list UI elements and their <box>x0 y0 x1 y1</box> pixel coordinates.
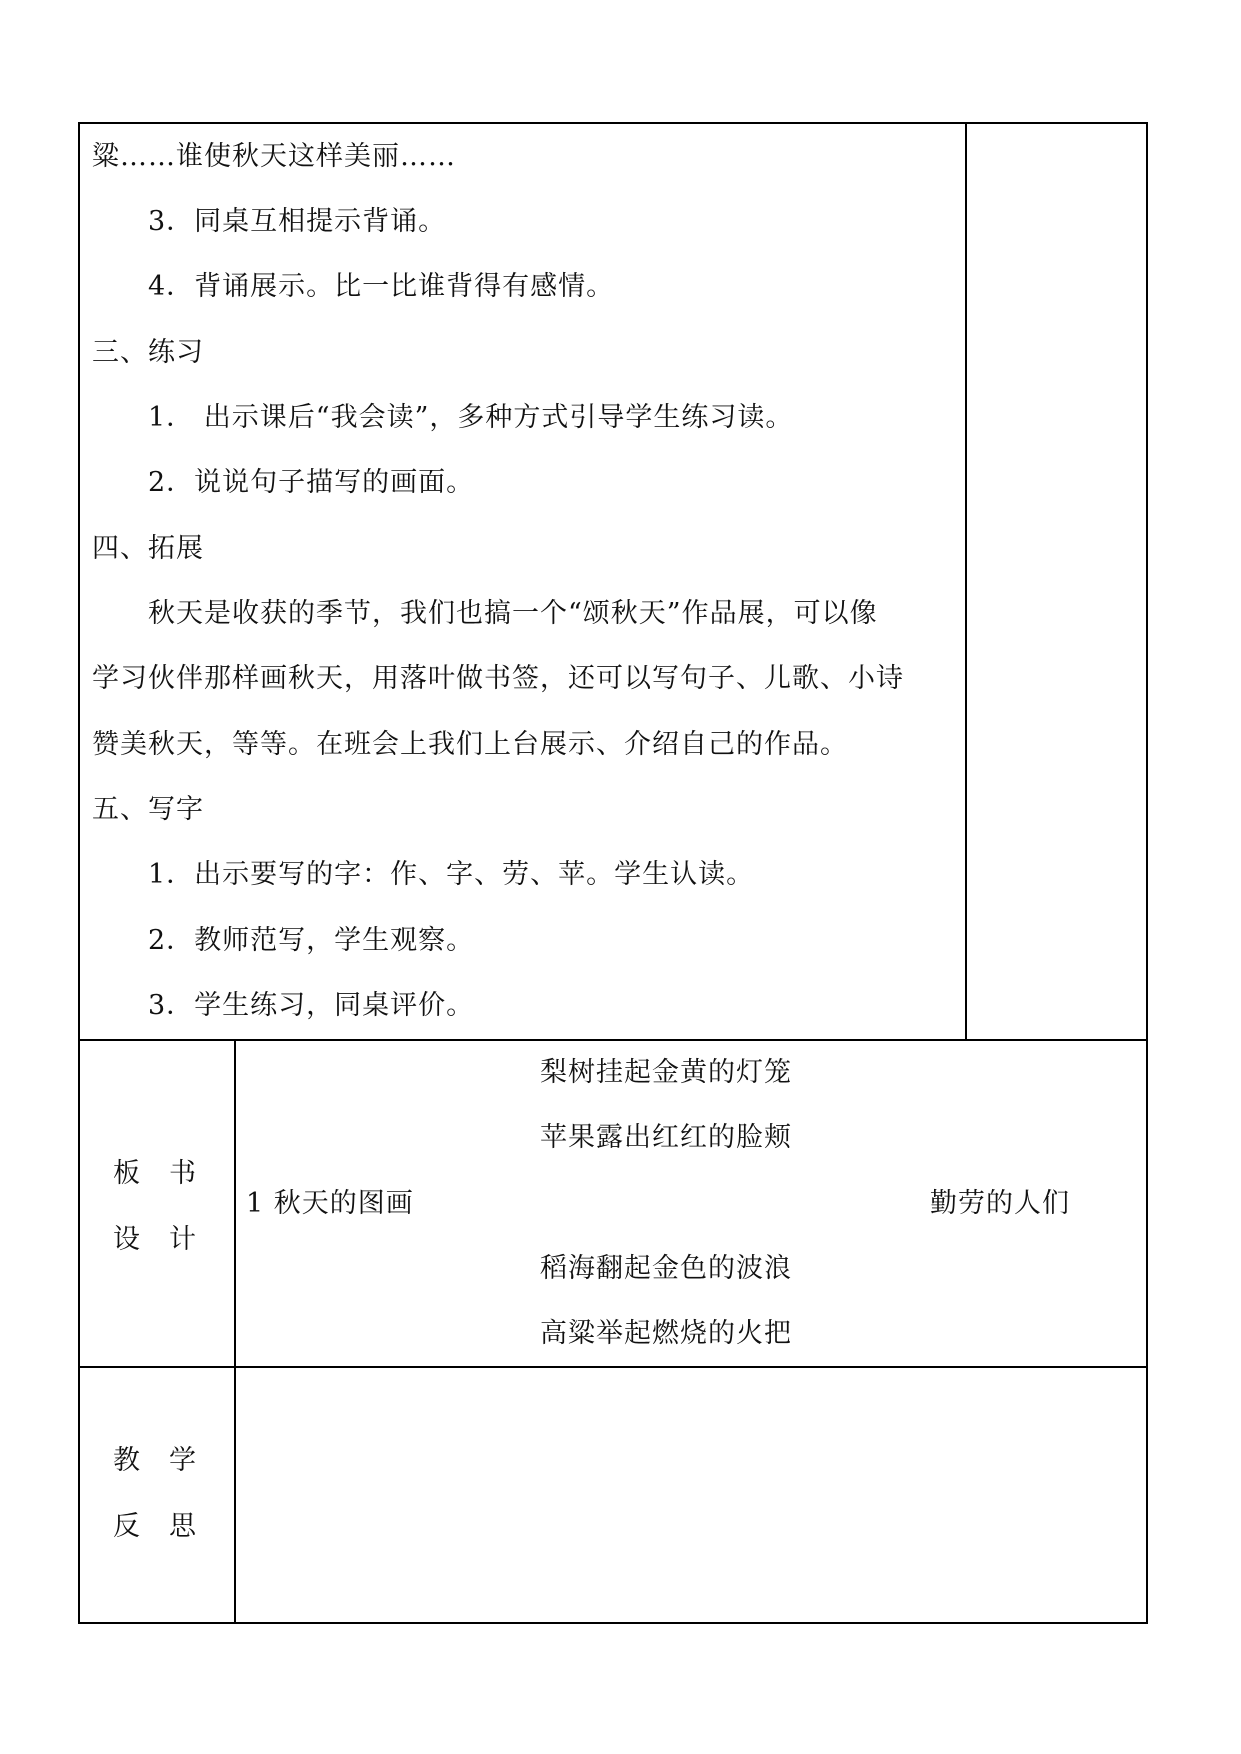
reflection-label-line: 教 学 <box>113 1445 197 1476</box>
table-border-left <box>78 122 80 1624</box>
lesson-line: 3．同桌互相提示背诵。 <box>148 206 447 237</box>
table-border-top <box>78 122 1148 124</box>
board-title: 1 秋天的图画 <box>246 1188 414 1219</box>
lesson-line: 秋天是收获的季节，我们也搞一个“颂秋天”作品展，可以像 <box>148 598 878 629</box>
board-design-label-line: 板 书 <box>113 1158 197 1189</box>
section-heading: 四、拓展 <box>92 533 204 564</box>
section-heading: 五、写字 <box>92 794 204 825</box>
column-divider-notes <box>965 122 967 1040</box>
lesson-line: 3．学生练习，同桌评价。 <box>148 990 475 1021</box>
board-line: 高粱举起燃烧的火把 <box>540 1318 792 1349</box>
table-border-bottom <box>78 1622 1148 1624</box>
row-divider-2 <box>78 1366 1148 1368</box>
lesson-line: 1．出示要写的字：作、字、劳、苹。学生认读。 <box>148 859 755 890</box>
lesson-line: 2．说说句子描写的画面。 <box>148 467 475 498</box>
lesson-line: 1． 出示课后“我会读”，多种方式引导学生练习读。 <box>148 402 794 433</box>
board-conclusion: 勤劳的人们 <box>930 1188 1070 1219</box>
reflection-label-line: 反 思 <box>113 1511 197 1542</box>
board-line: 稻海翻起金色的波浪 <box>540 1253 792 1284</box>
board-design-label-line: 设 计 <box>113 1224 197 1255</box>
lesson-line: 粱……谁使秋天这样美丽…… <box>92 141 456 172</box>
column-divider-labels <box>234 1039 236 1623</box>
row-divider-1 <box>78 1039 1148 1041</box>
table-border-right <box>1146 122 1148 1624</box>
lesson-line: 4．背诵展示。比一比谁背得有感情。 <box>148 271 615 302</box>
section-heading: 三、练习 <box>92 337 204 368</box>
board-line: 梨树挂起金黄的灯笼 <box>540 1057 792 1088</box>
lesson-line: 学习伙伴那样画秋天，用落叶做书签，还可以写句子、儿歌、小诗 <box>92 663 904 694</box>
lesson-line: 2．教师范写，学生观察。 <box>148 925 475 956</box>
board-line: 苹果露出红红的脸颊 <box>540 1122 792 1153</box>
lesson-line: 赞美秋天，等等。在班会上我们上台展示、介绍自己的作品。 <box>92 729 848 760</box>
